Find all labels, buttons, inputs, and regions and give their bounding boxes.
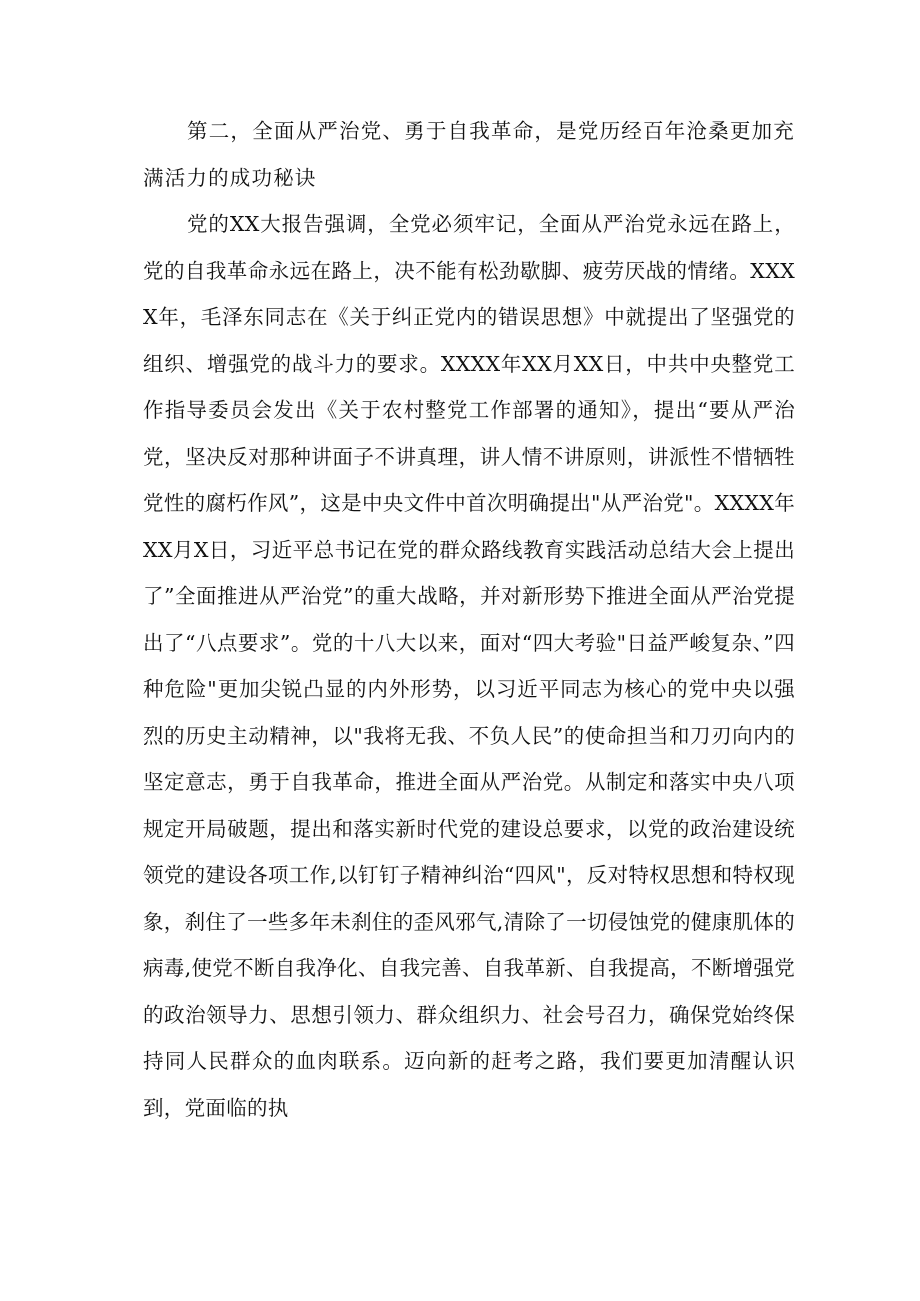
body-paragraph: 党的XX大报告强调，全党必须牢记，全面从严治党永远在路上，党的自我革命永远在路上，决不能有松劲歇脚、疲劳厌战的情绪。XXXX年，毛泽东同志在《关于纠正党内的错误思想》中就提出了坚强党的组织、增强党的战斗力的要求。XXXX年XX月XX日，中共中央整党工作指导委员会发出《关于农村整党工作部署的通知》，提出“要从严治党，坚决反对那种讲面子不讲真理，讲人情不讲原则，讲派性不惜牺牲党性的腐朽作风”，这是中央文件中首次明确提出"从严治党"。XXXX年XX月X日，习近平总书记在党的群众路线教育实践活动总结大会上提出了”全面推进从严治党”的重大战略，并对新形势下推进全面从严治党提出了“八点要求”。党的十八大以来，面对“四大考验"日益严峻复杂、”四种危险"更加尖锐凸显的内外形势，以习近平同志为核心的党中央以强烈的历史主动精神，以"我将无我、不负人民”的使命担当和刀刃向内的坚定意志，勇于自我革命，推进全面从严治党。从制定和落实中央八项规定开局破题，提出和落实新时代党的建设总要求，以党的政治建设统领党的建设各项工作,以钉钉子精神纠治“四风"，反对特权思想和特权现象，刹住了一些多年未刹住的歪风邪气,清除了一切侵蚀党的健康肌体的病毒,使党不断自我净化、自我完善、自我革新、自我提高，不断增强党的政治领导力、思想引领力、群众组织力、社会号召力，确保党始终保持同人民群众的血肉联系。迈向新的赶考之路，我们要更加清醒认识到，党面临的执 xyxy=(143,212,795,1120)
document-page xyxy=(143,108,795,1131)
section-heading: 第二，全面从严治党、勇于自我革命，是党历经百年沧桑更加充满活力的成功秘诀 xyxy=(143,119,795,190)
